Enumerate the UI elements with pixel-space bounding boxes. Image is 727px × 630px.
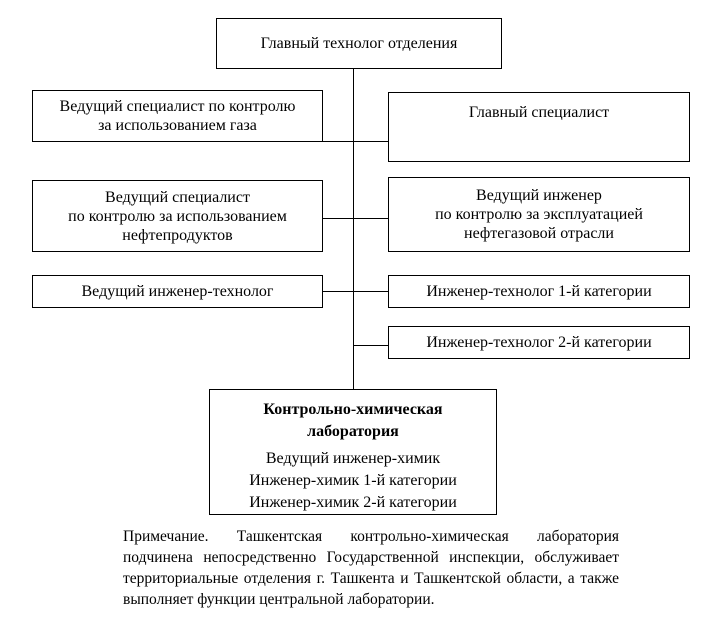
node-lead-engineer-technologist	[32, 275, 323, 308]
node-label-line: по контролю за использованием	[68, 207, 287, 225]
node-lead-engineer-oilgas-operation-control	[388, 177, 690, 252]
node-label: Главный технолог отделения	[260, 35, 458, 52]
lab-title-line: лаборатория	[307, 423, 399, 440]
lab-staff-item: Инженер-химик 1-й категории	[249, 472, 457, 489]
node-label-line: по контролю за эксплуатацией	[435, 206, 643, 223]
node-label-line: Главный специалист	[468, 104, 610, 121]
connector-central-vertical	[353, 69, 354, 389]
connector-row2	[322, 218, 389, 219]
node-control-chemical-laboratory	[209, 389, 497, 515]
connector-row3	[322, 291, 389, 292]
node-label-line: Инженер-технолог 1-й категории	[426, 283, 652, 300]
connector-row4	[353, 345, 389, 346]
node-label-line: Ведущий инженер-технолог	[81, 283, 274, 300]
node-engineer-technologist-cat2	[388, 326, 690, 359]
lab-title-line: Контрольно-химическая	[263, 401, 443, 418]
node-label-line: Инженер-технолог 2-й категории	[426, 334, 652, 351]
node-label-line: Ведущий специалист по контролю	[59, 98, 296, 115]
connector-row1	[322, 141, 389, 142]
node-label-line: нефтепродуктов	[122, 226, 233, 244]
lab-staff-item: Ведущий инженер-химик	[265, 450, 441, 467]
node-label-line: Ведущий специалист	[105, 188, 250, 206]
node-chief-specialist	[388, 92, 690, 162]
footnote-text: Примечание. Ташкентская контрольно-химическая лаборатория подчинена непосредственно Государственной инспекции, обслуживает территориальные отделения г. Ташкента и Ташкентской области, а также выполняет функции центральной лаборатории.	[123, 528, 619, 608]
node-label-line: за использованием газа	[98, 117, 257, 134]
node-chief-technologist	[216, 18, 502, 69]
node-lead-specialist-petroleum-control	[32, 180, 323, 252]
node-label-line: Ведущий инженер	[476, 187, 602, 204]
lab-staff-item: Инженер-химик 2-й категории	[249, 494, 457, 511]
node-label-line: нефтегазовой отрасли	[464, 225, 614, 242]
node-lead-specialist-gas-control	[32, 90, 323, 142]
node-engineer-technologist-cat1	[388, 275, 690, 308]
